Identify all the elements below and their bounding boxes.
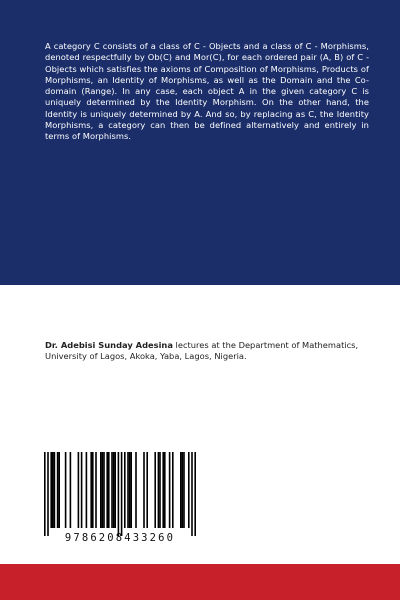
barcode-bar — [172, 452, 174, 528]
barcode-bar — [54, 452, 56, 528]
barcode-bar — [188, 452, 190, 528]
barcode-bar — [159, 452, 161, 528]
isbn-number: 9786208433260 — [64, 532, 176, 544]
barcode-bar — [100, 452, 102, 528]
barcode-bar — [127, 452, 129, 528]
barcode-bar — [182, 452, 184, 528]
barcode-bar — [143, 452, 145, 528]
barcode-bar — [81, 452, 83, 528]
barcode-bar — [44, 452, 46, 536]
barcode-bar — [154, 452, 156, 528]
barcode-bar — [124, 452, 126, 528]
barcode-bar — [194, 452, 196, 536]
author-bio — [45, 340, 369, 363]
barcode-bar — [113, 452, 115, 528]
barcode-bar — [135, 452, 137, 528]
barcode-bar — [162, 452, 164, 528]
barcode-bar — [58, 452, 60, 528]
author-affiliation: lectures at the Department of Mathematics, University of Lagos, Akoka, Yaba, Lagos, Nigeria. — [45, 340, 359, 362]
barcode-bar — [114, 452, 116, 528]
barcode-bar — [183, 452, 185, 528]
barcode-bar — [118, 452, 120, 536]
barcode-bar — [129, 452, 131, 528]
barcode-bar — [180, 452, 182, 528]
barcode-bar — [86, 452, 88, 528]
barcode-bar — [65, 452, 67, 528]
barcode-bar — [47, 452, 49, 536]
barcode-bar — [164, 452, 166, 528]
barcode-bar — [95, 452, 97, 528]
barcode-bar — [102, 452, 104, 528]
book-description: A category C consists of a class of C - Objects and a class of C - Morphisms, denoted respectfully by Ob(C) and Mor(C), for each ordered pair (A, B) of C - Objects which satisfies the axioms of Composition of Morphisms, Products of Morphisms, an Identity of Morphisms, as well as the Domain and the Co-domain (Range). In any case, each object A in the given category C is uniquely determined by the Identity Morphism. On the other hand, the Identity is uniquely determined by A. And so, by replacing as C, the Identity Morphisms, a category can then be defined alternatively and entirely in terms of Morphisms. — [45, 41, 369, 142]
author-name: Dr. Adebisi Sunday Adesina — [45, 340, 173, 350]
barcode-bar — [57, 452, 59, 528]
barcode-bar — [130, 452, 132, 528]
barcode-bar — [92, 452, 94, 528]
barcode-bar — [106, 452, 108, 528]
barcode-bar — [50, 452, 52, 528]
barcode-bar — [169, 452, 171, 528]
barcode-bar — [158, 452, 160, 528]
bottom-color-band — [0, 564, 400, 600]
barcode-bar — [52, 452, 54, 528]
barcode-bar — [70, 452, 72, 528]
barcode-bar — [146, 452, 148, 528]
barcode-bar — [191, 452, 193, 536]
barcode-bar — [111, 452, 113, 528]
barcode-bar — [103, 452, 105, 528]
barcode-bar — [90, 452, 92, 528]
barcode-bar — [121, 452, 123, 536]
barcode-bar — [108, 452, 110, 528]
barcode-bar — [78, 452, 80, 528]
